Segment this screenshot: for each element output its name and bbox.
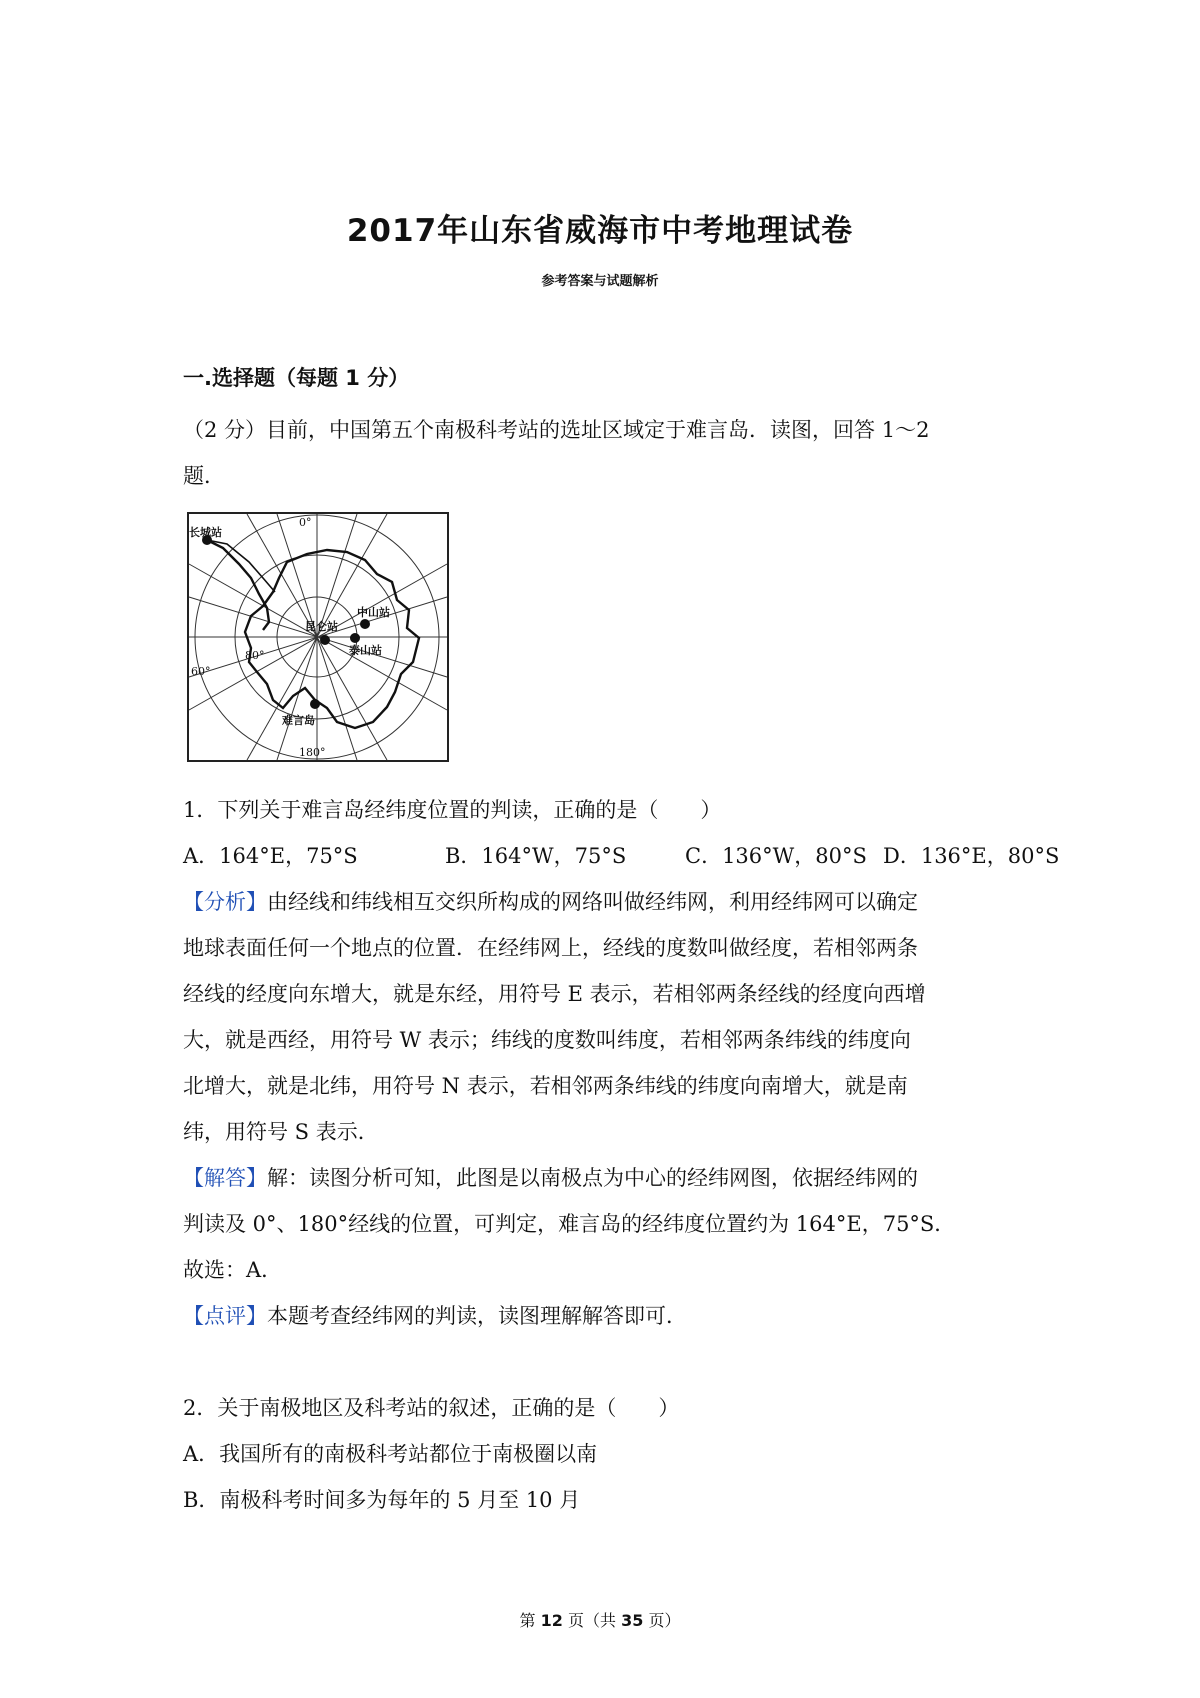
q1-option-b: B．164°W，75°S bbox=[445, 844, 627, 868]
q1-analysis-line-5: 北增大，就是北纬，用符号 N 表示，若相邻两条纬线的纬度向南增大，就是南 bbox=[183, 1074, 908, 1098]
intro-line-1: （2 分）目前，中国第五个南极科考站的选址区域定于难言岛．读图，回答 1～2 bbox=[183, 418, 930, 442]
analysis-tag: 【分析】 bbox=[183, 890, 267, 914]
q1-option-c: C．136°W，80°S bbox=[685, 844, 867, 868]
q1-answer-line-2: 判读及 0°、180°经线的位置，可判定，难言岛的经纬度位置约为 164°E，75°S． bbox=[183, 1212, 956, 1236]
label-60-degree: 60° bbox=[191, 665, 211, 678]
q1-options bbox=[183, 840, 1060, 870]
q2-stem: 2．关于南极地区及科考站的叙述，正确的是（ ） bbox=[183, 1396, 680, 1420]
q1-analysis-line-6: 纬，用符号 S 表示． bbox=[183, 1120, 379, 1144]
antarctica-map-figure bbox=[187, 512, 449, 762]
q1-answer-line-1: 【解答】解：读图分析可知，此图是以南极点为中心的经纬网图，依据经纬网的 bbox=[183, 1166, 918, 1190]
taishan-station-marker bbox=[350, 633, 360, 643]
label-nanyan: 难言岛 bbox=[282, 714, 315, 727]
answer-tag: 【解答】 bbox=[183, 1166, 267, 1190]
label-changcheng: 长城站 bbox=[189, 526, 222, 539]
nanyan-island-marker bbox=[310, 699, 320, 709]
label-0-degree: 0° bbox=[299, 516, 312, 529]
q1-analysis-line-1: 【分析】由经线和纬线相互交织所构成的网络叫做经纬网，利用经纬网可以确定 bbox=[183, 890, 918, 914]
label-kunlun: 昆仑站 bbox=[305, 620, 338, 633]
page-subtitle: 参考答案与试题解析 bbox=[541, 274, 659, 289]
intro-line-2: 题． bbox=[183, 464, 225, 488]
comment-tag: 【点评】 bbox=[183, 1304, 267, 1328]
page-total: 35 bbox=[621, 1611, 644, 1630]
page-footer: 第 12 页（共 35 页） bbox=[519, 1611, 681, 1630]
q2-option-a: A．我国所有的南极科考站都位于南极圈以南 bbox=[183, 1442, 598, 1466]
zhongshan-station-marker bbox=[360, 619, 370, 629]
q1-analysis-line-3: 经线的经度向东增大，就是东经，用符号 E 表示，若相邻两条经线的经度向西增 bbox=[183, 982, 926, 1006]
page-number: 12 bbox=[540, 1611, 563, 1630]
section-heading: 一.选择题（每题 1 分） bbox=[183, 366, 410, 390]
q1-option-d: D．136°E，80°S bbox=[883, 844, 1060, 868]
page-title: 2017年山东省威海市中考地理试卷 bbox=[346, 213, 854, 249]
q2-option-b: B．南极科考时间多为每年的 5 月至 10 月 bbox=[183, 1488, 581, 1512]
q1-comment: 【点评】本题考查经纬网的判读，读图理解解答即可． bbox=[183, 1304, 687, 1328]
label-80-degree: 80° bbox=[245, 649, 265, 662]
q1-analysis-line-2: 地球表面任何一个地点的位置．在经纬网上，经线的度数叫做经度，若相邻两条 bbox=[183, 936, 918, 960]
q1-analysis-line-4: 大，就是西经，用符号 W 表示；纬线的度数叫纬度，若相邻两条纬线的纬度向 bbox=[183, 1028, 911, 1052]
label-zhongshan: 中山站 bbox=[357, 606, 390, 619]
q1-answer-line-3: 故选：A． bbox=[183, 1258, 283, 1282]
kunlun-station-marker bbox=[320, 635, 330, 645]
label-taishan: 泰山站 bbox=[349, 644, 382, 657]
q1-stem: 1．下列关于难言岛经纬度位置的判读，正确的是（ ） bbox=[183, 798, 722, 822]
q1-option-a: A．164°E，75°S bbox=[183, 844, 358, 868]
label-180-degree: 180° bbox=[299, 746, 326, 759]
